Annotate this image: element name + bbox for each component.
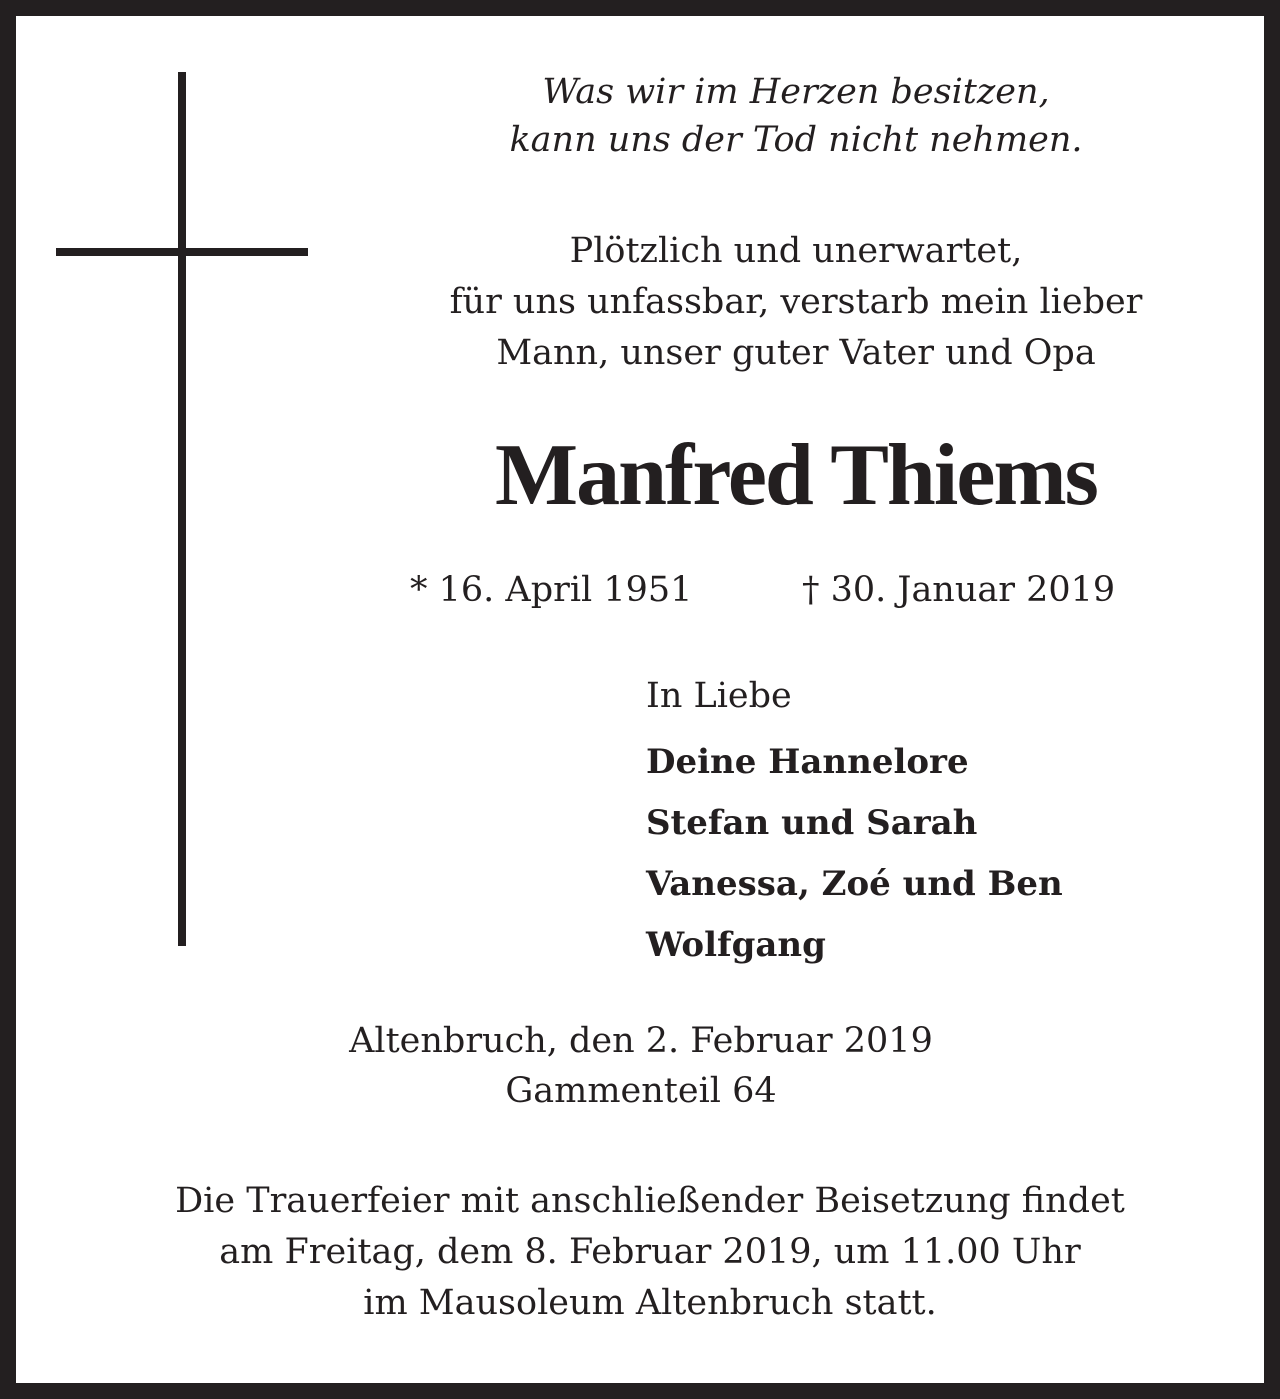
mourner-name: Deine Hannelore: [646, 742, 969, 782]
intro-text: [376, 226, 1216, 379]
address-line: Gammenteil 64: [505, 1071, 777, 1111]
funeral-line: Die Trauerfeier mit anschließender Beisetzung findet: [175, 1181, 1125, 1221]
intro-line: für uns unfassbar, verstarb mein lieber: [449, 282, 1143, 322]
birth-date: * 16. April 1951: [410, 570, 693, 610]
mourners-list: [646, 732, 1063, 976]
mourner-name: Wolfgang: [646, 925, 826, 965]
motto: [376, 68, 1216, 164]
intro-line: Mann, unser guter Vater und Opa: [496, 333, 1096, 373]
motto-line: Was wir im Herzen besitzen,: [542, 72, 1050, 112]
deceased-name: Manfred Thiems: [495, 427, 1097, 524]
cross-icon-horizontal: [56, 248, 308, 256]
mourner-name: Stefan und Sarah: [646, 803, 978, 843]
place-and-date: [296, 1016, 986, 1116]
mourners-intro: In Liebe: [646, 676, 792, 716]
mourner-name: Vanessa, Zoé und Ben: [646, 864, 1063, 904]
death-date: † 30. Januar 2019: [802, 570, 1116, 610]
funeral-notice: [76, 1176, 1224, 1329]
funeral-line: im Mausoleum Altenbruch statt.: [363, 1283, 937, 1323]
intro-line: Plötzlich und unerwartet,: [569, 231, 1023, 271]
place-line: Altenbruch, den 2. Februar 2019: [349, 1021, 933, 1061]
cross-icon-vertical: [178, 72, 186, 946]
motto-line: kann uns der Tod nicht nehmen.: [509, 120, 1083, 160]
obituary-card: [16, 16, 1264, 1383]
funeral-line: am Freitag, dem 8. Februar 2019, um 11.00 Uhr: [219, 1232, 1081, 1272]
